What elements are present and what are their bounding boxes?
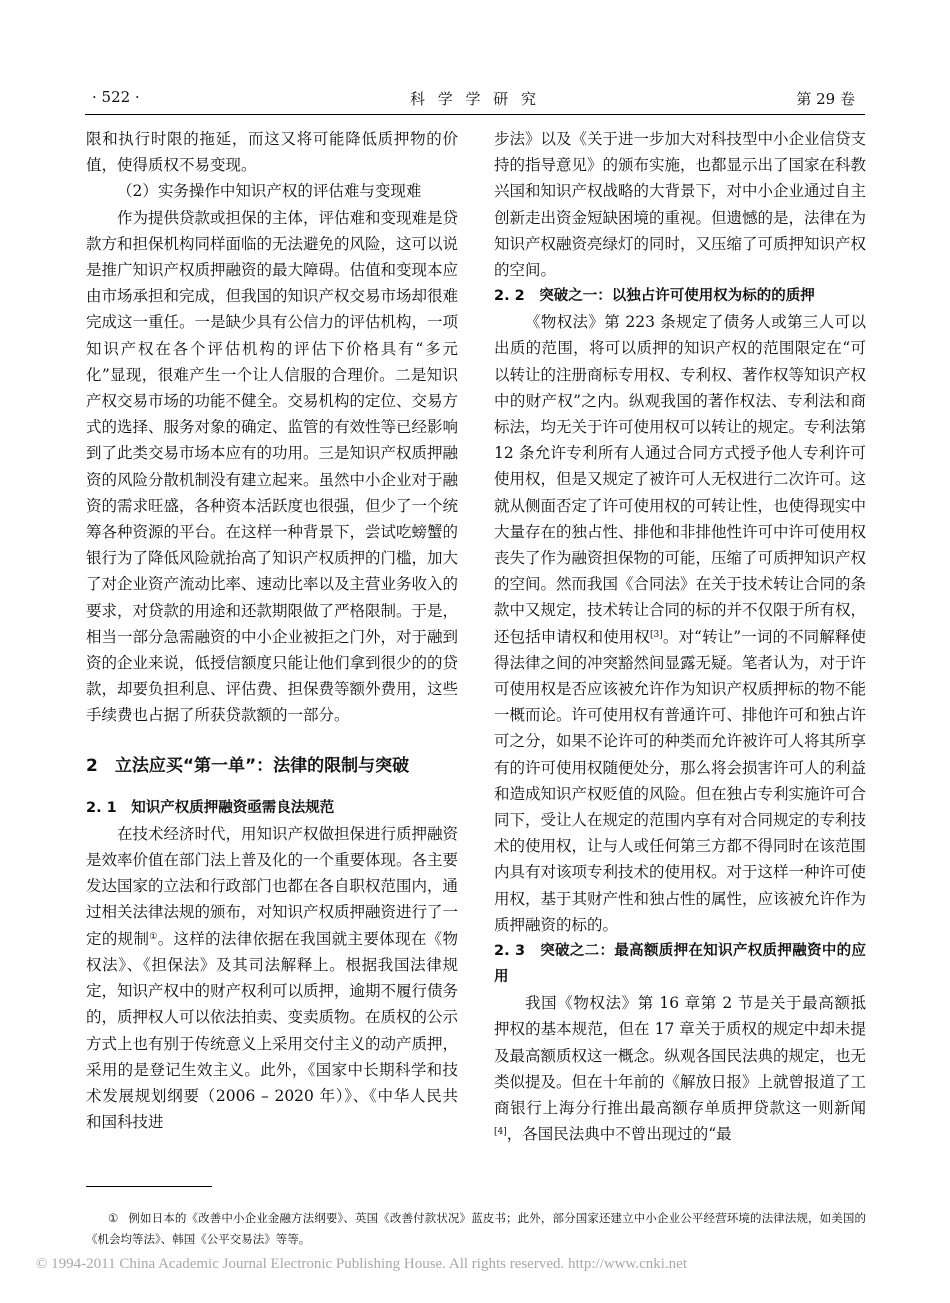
footnote <box>86 1208 866 1250</box>
volume-number: 第 29 卷 <box>796 90 855 108</box>
paragraph: 限和执行时限的拖延，而这又将可能降低质押物的价值，使得质权不易变现。 <box>86 130 458 175</box>
citation-ref: [4] <box>494 1127 507 1138</box>
footnote-marker: ① <box>149 931 158 942</box>
paragraph-text: 《物权法》第 223 条规定了债务人或第三人可以出质的范围，将可以质押的知识产权的范围限定在“可以转让的注册商标专用权、专利权、著作权等知识产权中的财产权”之内。纵观我国的著作权法、专利法和商标法，均无关于许可使用权可以转让的规定。专利法第 12 条允许专利所有人通过合同方式授予他人专利许可使用权，但是又规定了被许可人无权进行二次许可。这就从侧面否定了许可使用权的可转让性，也使得现实中大量存在的独占性、排他和非排他性许可中许可使用权丧失了作为融资担保物的可能，压缩了可质押知识产权的空间。然而我国《合同法》在关于技术转让合同的条款中又规定，技术转让合同的标的并不仅限于所有权，还包括申请权和使用权 <box>494 313 867 646</box>
subsection-heading: 2. 1 知识产权质押融资亟需良法规范 <box>86 799 335 816</box>
footnote-text: 例如日本的《改善中小企业金融方法纲要》、英国《改善付款状况》蓝皮书；此外，部分国家还建立中小企业公平经营环境的法律法规，如美国的《机会均等法》、韩国《公平交易法》等等。 <box>86 1211 866 1246</box>
header-rule <box>85 114 865 115</box>
paragraph: 作为提供贷款或担保的主体，评估难和变现难是贷款方和担保机构同样面临的无法避免的风险，这可以说是推广知识产权质押融资的最大障碍。估值和变现本应由市场承担和完成，但我国的知识产权交易市场却很难完成这一重任。一是缺少具有公信力的评估机构，一项知识产权在各个评估机构的评估下价格具有“多元化”显现，很难产生一个让人信服的合理价。二是知识产权交易市场的功能不健全。交易机构的定位、交易方式的选择、服务对象的确定、监管的有效性等已经影响到了此类交易市场本应有的功用。三是知识产权质押融资的风险分散机制没有建立起来。虽然中小企业对于融资的需求旺盛，各种资本活跃度也很强，但少了一个统筹各种资源的平台。在这样一种背景下，尝试吃螃蟹的银行为了降低风险就抬高了知识产权质押的门槛，加大了对企业资产流动比率、速动比率以及主营业务收入的要求，对贷款的用途和还款期限做了严格限制。于是，相当一部分急需融资的中小企业被拒之门外，对于融到资的企业来说，低授信额度只能让他们拿到很少的的贷款，却要负担利息、评估费、担保费等额外费用，这些手续费也占据了所获贷款额的一部分。 <box>86 208 459 725</box>
subsection-heading: 2. 3 突破之二：最高额质押在知识产权质押融资中的应用 <box>494 943 866 986</box>
paragraph <box>86 821 458 1135</box>
sub-heading: （2）实务操作中知识产权的评估难与变现难 <box>117 182 422 201</box>
paragraph-text: 在技术经济时代，用知识产权做担保进行质押融资是效率价值在部门法上普及化的一个重要体现。各主要发达国家的立法和行政部门也都在各自职权范围内，通过相关法律法规的颁布，对知识产权质押融资进行了一定的规制 <box>86 824 459 948</box>
paragraph <box>494 990 866 1147</box>
left-column <box>86 126 458 1135</box>
paragraph-text: 。对“转让”一词的不同解释使得法律之间的冲突豁然间显露无疑。笔者认为，对于许可使用权是否应该被允许作为知识产权质押标的物不能一概而论。许可使用权有普通许可、排他许可和独占许可之分，如果不论许可的种类而允许被许可人将其所享有的许可使用权随便处分，那么将会损害许可人的利益和造成知识产权贬值的风险。但在独占专利实施许可合同下，受让人在规定的范围内享有对合同规定的专利技术的使用权，让与人或任何第三方都不得同时在该范围内具有对该项专利技术的使用权。对于这样一种许可使用权，基于其财产性和独占性的属性，应该被允许作为质押融资的标的。 <box>494 627 867 934</box>
paragraph: 步法》以及《关于进一步加大对科技型中小企业信贷支持的指导意见》的颁布实施，也都显示出了国家在科教兴国和知识产权战略的大背景下，对中小企业通过自主创新走出资金短缺困境的重视。但遗憾的是，法律在为知识产权融资亮绿灯的同时，又压缩了可质押知识产权的空间。 <box>494 130 867 280</box>
section-heading: 2 立法应买“第一单”：法律的限制与突破 <box>86 755 410 776</box>
copyright-notice: © 1994-2011 China Academic Journal Electronic Publishing House. All rights reserved. http://www.cnki.net <box>36 1256 688 1272</box>
paragraph <box>494 309 866 938</box>
page-number: · 522 · <box>92 88 140 106</box>
paragraph-text: 。这样的法律依据在我国就主要体现在《物权法》、《担保法》及其司法解释上。根据我国法律规定，知识产权中的财产权利可以质押，逾期不履行债务的，质押权人可以依法拍卖、变卖质物。在质权的公示方式上也有别于传统意义上采用交付主义的动产质押，采用的是登记生效主义。此外，《国家中长期科学和技术发展规划纲要（2006 – 2020 年）》、《中华人民共和国科技进 <box>86 929 459 1132</box>
paragraph-text: ，各国民法典中不曾出现过的“最 <box>506 1125 732 1144</box>
footnote-mark: ① <box>108 1211 119 1225</box>
citation-ref: [3] <box>650 629 663 640</box>
journal-title: 科 学 学 研 究 <box>409 90 541 108</box>
footnote-rule <box>86 1186 212 1187</box>
subsection-heading: 2. 2 突破之一：以独占许可使用权为标的的质押 <box>494 288 815 305</box>
paragraph-text: 我国《物权法》第 16 章第 2 节是关于最高额抵押权的基本规范，但在 17 章关于质权的规定中却未提及最高额质权这一概念。纵观各国民法典的规定，也无类似提及。但在十年前的《解放日报》上就曾报道了工商银行上海分行推出最高额存单质押贷款这一则新闻 <box>494 994 867 1117</box>
right-column <box>494 126 866 1147</box>
